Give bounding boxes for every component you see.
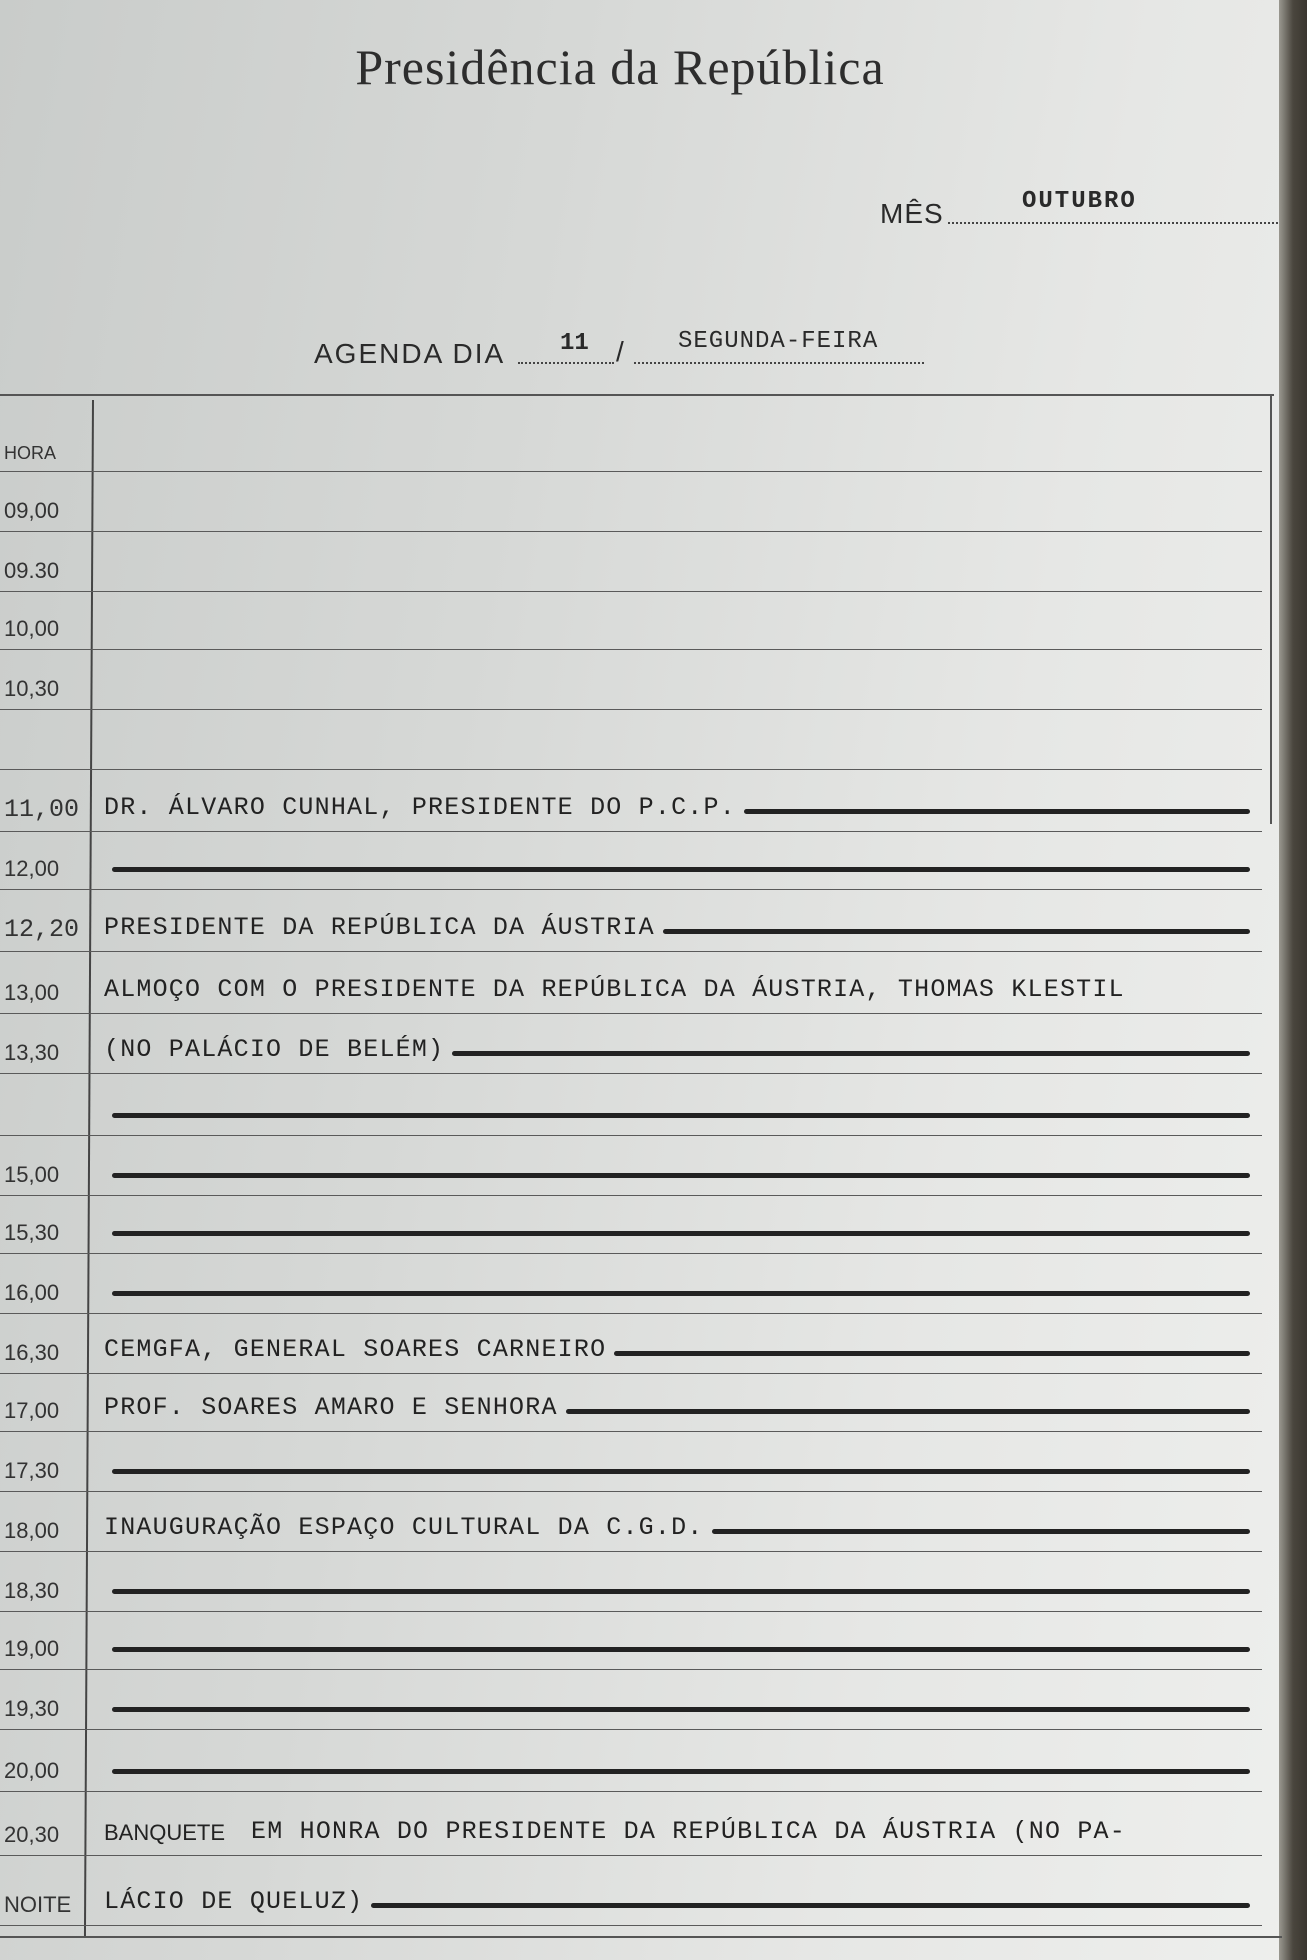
agenda-row	[0, 952, 1262, 1014]
agenda-row	[0, 592, 1262, 650]
agenda-row	[0, 1792, 1262, 1856]
agenda-entry	[104, 1469, 1250, 1482]
agenda-entry	[104, 1817, 1250, 1846]
agenda-weekday: SEGUNDA-FEIRA	[634, 328, 924, 364]
handwritten-fill-stroke	[112, 1173, 1250, 1178]
table-header-row	[0, 404, 1262, 472]
agenda-row	[0, 1014, 1262, 1074]
agenda-entry	[104, 1513, 1250, 1542]
agenda-row	[0, 710, 1262, 770]
table-top-border	[0, 394, 1274, 396]
hour-cell: 11,00	[4, 795, 80, 824]
agenda-row	[0, 1314, 1262, 1374]
handwritten-fill-stroke	[112, 1769, 1250, 1774]
row-rule	[0, 1925, 1262, 1926]
hour-cell: 15,30	[4, 1220, 60, 1245]
handwritten-fill-stroke	[566, 1409, 1250, 1414]
agenda-row	[0, 1730, 1262, 1792]
month-value: OUTUBRO	[948, 188, 1278, 224]
hour-cell: 16,30	[4, 1340, 60, 1365]
entry-text: DR. ÁLVARO CUNHAL, PRESIDENTE DO P.C.P.	[104, 793, 736, 822]
hour-cell: 13,00	[4, 980, 60, 1005]
entry-text: EM HONRA DO PRESIDENTE DA REPÚBLICA DA ÁUSTRIA (NO PA-	[251, 1817, 1126, 1846]
agenda-row	[0, 890, 1262, 952]
hour-cell: 17,00	[4, 1398, 60, 1423]
agenda-entry	[104, 1589, 1250, 1602]
hour-cell: 16,00	[4, 1280, 60, 1305]
page-title: Presidência da República	[355, 39, 885, 95]
agenda-row	[0, 1856, 1262, 1926]
hour-cell: 13,30	[4, 1040, 60, 1065]
agenda-row	[0, 532, 1262, 592]
agenda-row	[0, 1074, 1262, 1136]
agenda-row	[0, 1492, 1262, 1552]
handwritten-fill-stroke	[112, 1291, 1250, 1296]
hour-cell: 20,00	[4, 1758, 60, 1783]
agenda-row	[0, 1670, 1262, 1730]
hour-cell: 10,30	[4, 676, 60, 701]
handwritten-fill-stroke	[112, 1707, 1250, 1712]
hour-cell: 09.30	[4, 558, 60, 583]
hour-cell: 10,00	[4, 616, 60, 641]
agenda-separator: /	[616, 336, 624, 367]
agenda-entry	[104, 1335, 1250, 1364]
hour-cell: 09,00	[4, 498, 60, 523]
handwritten-fill-stroke	[614, 1351, 1250, 1356]
agenda-row	[0, 650, 1262, 710]
handwritten-fill-stroke	[371, 1903, 1250, 1908]
hour-cell: 12,00	[4, 856, 60, 881]
agenda-day-label: AGENDA DIA	[314, 338, 506, 369]
agenda-row	[0, 832, 1262, 890]
hour-cell: NOITE	[4, 1892, 72, 1917]
hour-cell: 17,30	[4, 1458, 60, 1483]
entry-text: INAUGURAÇÃO ESPAÇO CULTURAL DA C.G.D.	[104, 1513, 704, 1542]
agenda-entry	[104, 1707, 1250, 1720]
hour-cell: 20,30	[4, 1822, 60, 1847]
agenda-row	[0, 472, 1262, 532]
agenda-entry	[104, 1035, 1250, 1064]
table-right-border	[1270, 394, 1272, 824]
agenda-entry	[104, 1393, 1250, 1422]
month-label: MÊS	[880, 198, 944, 229]
handwritten-fill-stroke	[112, 1589, 1250, 1594]
agenda-entry	[104, 1647, 1250, 1660]
hour-column-header: HORA	[4, 443, 57, 463]
agenda-row	[0, 1136, 1262, 1196]
hour-cell: 19,30	[4, 1696, 60, 1721]
handwritten-fill-stroke	[712, 1529, 1251, 1534]
agenda-entry	[104, 793, 1250, 822]
agenda-entry	[104, 913, 1250, 942]
agenda-entry	[104, 867, 1250, 880]
handwritten-fill-stroke	[112, 1231, 1250, 1236]
entry-text: PROF. SOARES AMARO E SENHORA	[104, 1393, 558, 1422]
agenda-row	[0, 1374, 1262, 1432]
handwritten-fill-stroke	[112, 867, 1250, 872]
hour-cell: 19,00	[4, 1636, 60, 1661]
entry-text: ALMOÇO COM O PRESIDENTE DA REPÚBLICA DA ÁUSTRIA, THOMAS KLESTIL	[104, 975, 1125, 1004]
agenda-row	[0, 1612, 1262, 1670]
handwritten-fill-stroke	[452, 1051, 1250, 1056]
table-bottom-border	[0, 1936, 1282, 1938]
entry-text: CEMGFA, GENERAL SOARES CARNEIRO	[104, 1335, 607, 1364]
entry-prefix: BANQUETE	[104, 1820, 226, 1845]
entry-text: PRESIDENTE DA REPÚBLICA DA ÁUSTRIA	[104, 913, 655, 942]
agenda-entry	[104, 1291, 1250, 1304]
agenda-row	[0, 1254, 1262, 1314]
photo-dark-edge	[1279, 0, 1307, 1960]
agenda-entry	[104, 1113, 1250, 1126]
handwritten-fill-stroke	[112, 1113, 1250, 1118]
hour-cell: 18,30	[4, 1578, 60, 1603]
handwritten-fill-stroke	[112, 1469, 1250, 1474]
agenda-day-number: 11	[518, 330, 614, 364]
handwritten-fill-stroke	[744, 809, 1250, 814]
agenda-entry	[104, 1887, 1250, 1916]
agenda-row	[0, 1552, 1262, 1612]
handwritten-fill-stroke	[112, 1647, 1250, 1652]
hour-cell: 18,00	[4, 1518, 60, 1543]
agenda-entry	[104, 1173, 1250, 1186]
agenda-row	[0, 1196, 1262, 1254]
agenda-row	[0, 770, 1262, 832]
agenda-entry	[104, 1769, 1250, 1782]
agenda-entry	[104, 975, 1250, 1004]
hour-cell: 15,00	[4, 1162, 60, 1187]
entry-text: (NO PALÁCIO DE BELÉM)	[104, 1035, 445, 1064]
handwritten-fill-stroke	[663, 929, 1250, 934]
agenda-entry	[104, 1231, 1250, 1244]
agenda-row	[0, 1432, 1262, 1492]
hour-cell: 12,20	[4, 915, 80, 944]
entry-text: LÁCIO DE QUELUZ)	[104, 1887, 364, 1916]
